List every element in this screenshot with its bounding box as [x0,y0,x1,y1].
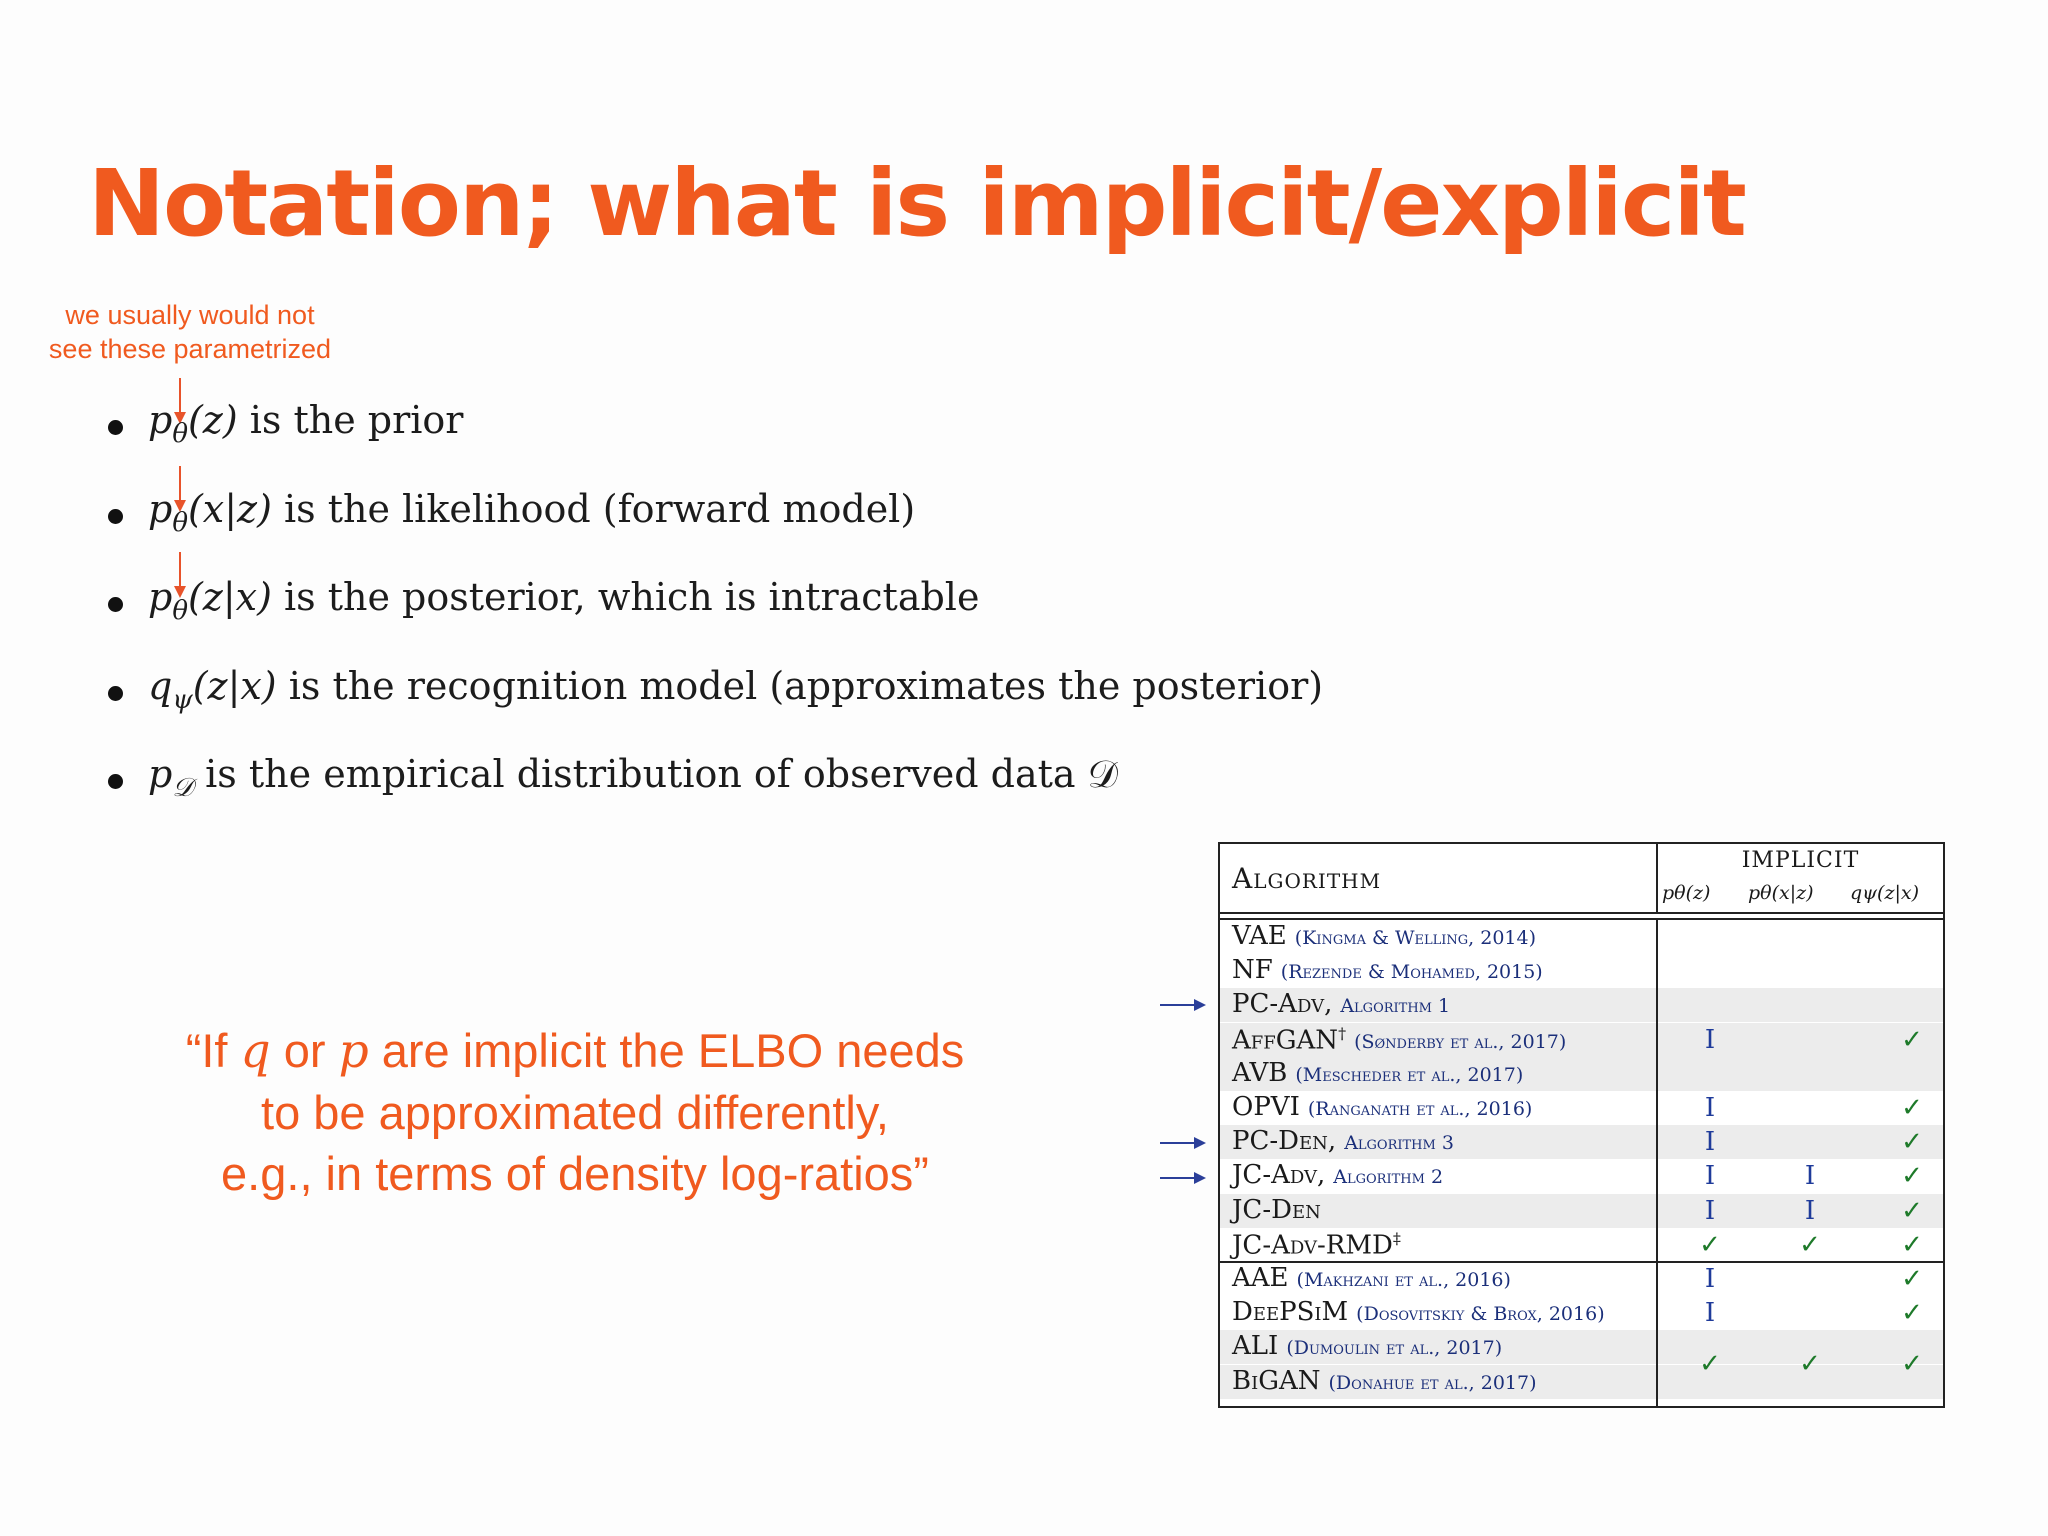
quote-var-p: p [338,1024,369,1079]
citation: (Makhzani et al., 2016) [1296,1269,1511,1291]
math-args: (z|x) [192,663,277,708]
math-symbol: p [148,752,173,796]
citation: Algorithm 1 [1340,995,1451,1018]
quote-line-1: “If q or p are implicit the ELBO needs [185,1024,965,1079]
check-icon: ✓ [1901,1348,1923,1379]
bullet-text: is the likelihood (forward model) [271,486,916,531]
bullet-text: is the prior [237,398,464,442]
table-body [1220,918,1943,1408]
column-header-algorithm: Algorithm [1232,862,1382,895]
table-row [1220,1330,1943,1364]
math-symbol: q [148,663,173,708]
notation-list [100,398,1323,841]
section-divider [1220,1261,1943,1263]
algorithm-label: JC-Den [1232,1194,1321,1225]
check-icon: ✓ [1901,1024,1923,1055]
citation: (Sønderby et al., 2017) [1354,1031,1567,1054]
algorithm-label: VAE [1232,921,1287,951]
check-icon: ✓ [1901,1264,1923,1294]
list-item [100,664,1323,753]
bullet-text: is the posterior, which is intractable [271,575,980,619]
algorithm-name [1232,1331,1502,1361]
list-item [100,575,1323,664]
algorithm-name [1232,1092,1532,1122]
footnote-mark: † [1338,1023,1347,1043]
algorithm-name [1232,1126,1454,1156]
quote-var-q: q [240,1024,271,1079]
check-icon: ✓ [1901,1298,1923,1329]
algorithm-label: OPVI [1232,1092,1300,1122]
algorithm-label: AAE [1232,1263,1289,1293]
citation: (Dumoulin et al., 2017) [1286,1337,1503,1360]
implicit-mark: I [1704,1264,1716,1294]
algorithm-label: ALI [1232,1331,1279,1362]
slide-title: Notation; what is implicit/explicit [88,150,1745,257]
implicit-mark: I [1704,1024,1716,1055]
citation: (Dosovitskiy & Brox, 2016) [1356,1303,1605,1326]
list-item [100,752,1323,841]
algorithm-label: JC-Adv-RMD [1232,1230,1393,1261]
bullet-text: is the empirical distribution of observed data 𝒟 [193,752,1118,796]
list-item [100,487,1323,576]
citation: (Rezende & Mohamed, 2015) [1280,961,1543,984]
algorithm-label: NF [1232,955,1273,986]
algorithm-name [1232,1160,1443,1190]
table-row [1220,988,1943,1022]
math-symbol: p [148,398,173,442]
check-icon: ✓ [1901,1195,1923,1226]
annotation-line-1: we usually would not [65,300,315,330]
math-args: (z|x) [187,575,272,619]
algorithm-label: PC-Adv, [1232,989,1333,1020]
column-subheader: pθ(z) [1662,882,1711,904]
table-row [1220,1194,1943,1228]
bullet-icon [108,597,123,612]
elbo-quote [130,1020,1020,1204]
arrow-right-icon [1160,1137,1206,1149]
list-item [100,398,1323,487]
algorithm-name [1232,989,1450,1019]
implicit-mark: I [1804,1161,1816,1192]
implicit-mark: I [1704,1161,1716,1192]
check-icon: ✓ [1901,1161,1923,1192]
table-row [1220,1091,1943,1125]
algorithm-name [1232,1366,1537,1396]
annotation-line-2: see these parametrized [48,334,332,364]
table-row [1220,1023,1943,1057]
table-header [1220,844,1943,914]
implicit-mark: I [1704,1195,1716,1226]
math-symbol: p [148,486,173,531]
arrow-right-icon [1160,999,1206,1011]
algorithm-label: AffGAN [1232,1025,1339,1056]
table-row [1220,1262,1943,1296]
algorithm-name [1232,955,1543,985]
check-icon: ✓ [1699,1229,1721,1260]
citation: (Donahue et al., 2017) [1328,1371,1537,1394]
implicit-mark: I [1704,1127,1716,1158]
implicit-mark: I [1804,1195,1816,1226]
algorithm-label: PC-Den, [1232,1126,1337,1157]
bullet-icon [108,509,123,524]
algorithm-name [1232,1263,1511,1293]
table-row [1220,920,1943,954]
check-icon: ✓ [1901,1093,1923,1123]
algorithm-name [1232,1024,1566,1056]
table-row [1220,1296,1943,1330]
check-icon: ✓ [1901,1127,1923,1158]
algorithm-table [1218,842,1945,1408]
footnote-mark: ‡ [1392,1228,1401,1248]
quote-line-2: to be approximated differently, [261,1086,889,1139]
check-icon: ✓ [1799,1229,1821,1260]
citation: (Kingma & Welling, 2014) [1294,927,1536,949]
citation: (Mescheder et al., 2017) [1295,1063,1524,1086]
bullet-icon [108,686,123,701]
table-row [1220,1057,1943,1091]
bullet-icon [108,420,123,435]
check-icon: ✓ [1799,1348,1821,1379]
column-header-implicit: IMPLICIT [1741,848,1860,873]
math-subscript: θ [172,596,188,626]
algorithm-label: JC-Adv, [1232,1160,1326,1191]
implicit-mark: I [1704,1298,1716,1329]
column-subheader: pθ(x|z) [1748,882,1814,904]
table-row [1220,1228,1943,1262]
column-subheader: qψ(z|x) [1850,882,1920,904]
math-subscript: 𝒟 [172,773,194,803]
algorithm-label: AVB [1232,1057,1288,1088]
table-row [1220,954,1943,988]
math-args: (z) [187,398,238,442]
check-icon: ✓ [1699,1348,1721,1379]
algorithm-name [1232,921,1536,951]
math-symbol: p [148,575,173,619]
math-subscript: ψ [172,684,193,715]
math-subscript: θ [172,507,188,538]
math-subscript: θ [172,419,188,449]
bullet-icon [108,774,123,789]
algorithm-label: DeePSiM [1232,1297,1349,1328]
algorithm-label: BiGAN [1232,1365,1321,1396]
algorithm-name [1232,1297,1605,1327]
table-row [1220,1125,1943,1159]
algorithm-name [1232,1229,1401,1261]
annotation-note [30,298,350,366]
arrow-right-icon [1160,1172,1206,1184]
quote-line-3: e.g., in terms of density log-ratios” [221,1147,929,1200]
algorithm-name [1232,1058,1523,1088]
algorithm-name [1232,1195,1321,1225]
bullet-text: is the recognition model (approximates the posterior) [276,663,1324,708]
table-row [1220,1159,1943,1193]
column-divider [1656,920,1658,1408]
citation: Algorithm 3 [1344,1132,1454,1155]
citation: Algorithm 2 [1333,1166,1444,1189]
check-icon: ✓ [1901,1229,1923,1260]
math-args: (x|z) [187,486,272,531]
citation: (Ranganath et al., 2016) [1307,1098,1533,1120]
implicit-mark: I [1704,1093,1716,1123]
